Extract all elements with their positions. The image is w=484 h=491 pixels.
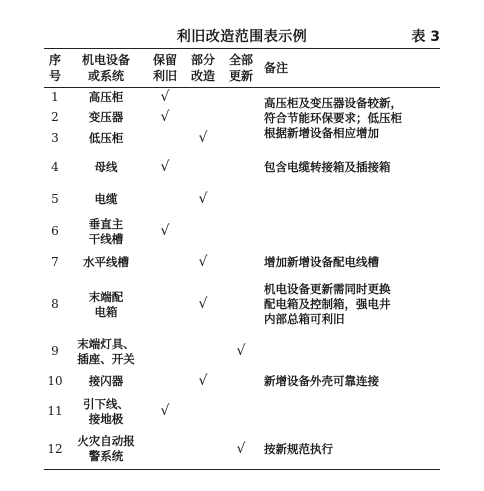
table-row — [44, 150, 440, 186]
row-note: 包含电缆转接箱及插接箱 — [264, 160, 391, 174]
row-note — [260, 394, 440, 430]
row-number: 4 — [51, 160, 59, 174]
row-full: √ — [236, 440, 246, 457]
table-header-row — [44, 49, 440, 88]
row-partial — [184, 334, 222, 370]
table-row — [44, 370, 440, 394]
table-row — [44, 250, 440, 276]
header-equipment: 机电设备 或系统 — [81, 53, 130, 83]
row-equipment: 火灾自动报 警系统 — [77, 434, 135, 464]
row-partial — [184, 394, 222, 430]
row-equipment: 末端灯具、 插座、开关 — [77, 336, 135, 366]
row-keep — [146, 186, 184, 214]
row-equipment: 水平线槽 — [83, 255, 129, 269]
row-keep: √ — [160, 223, 170, 239]
row-partial — [184, 88, 222, 108]
row-partial: √ — [198, 254, 208, 270]
row-equipment: 接闪器 — [88, 374, 124, 388]
row-equipment: 末端配 电箱 — [88, 289, 124, 319]
row-partial — [184, 214, 222, 250]
row-partial: √ — [198, 130, 208, 146]
row-full — [222, 186, 260, 214]
row-equipment: 变压器 — [88, 110, 124, 124]
table-row — [44, 394, 440, 430]
row-note: 机电设备更新需同时更换 配电箱及控制箱，强电井 内部总箱可利旧 — [264, 282, 391, 326]
table-row — [44, 214, 440, 250]
table-row — [44, 88, 440, 108]
row-number: 11 — [47, 404, 63, 418]
row-keep — [146, 430, 184, 470]
row-partial: √ — [198, 373, 208, 389]
row-equipment: 引下线、 接地极 — [83, 396, 129, 426]
row-note — [260, 334, 440, 370]
row-partial — [184, 430, 222, 470]
row-number: 7 — [51, 255, 59, 269]
row-number: 12 — [47, 441, 63, 456]
row-partial: √ — [198, 296, 208, 312]
row-note: 增加新增设备配电线槽 — [264, 255, 379, 269]
row-keep — [146, 250, 184, 276]
row-keep — [146, 128, 184, 150]
row-full — [222, 394, 260, 430]
row-keep: √ — [160, 109, 170, 125]
table-title: 利旧改造范围表示例 — [176, 29, 308, 45]
row-full — [222, 250, 260, 276]
row-keep: √ — [160, 89, 170, 106]
row-number: 8 — [51, 297, 59, 311]
row-full — [222, 276, 260, 334]
row-partial — [184, 150, 222, 186]
row-partial: √ — [198, 191, 208, 207]
header-note: 备注 — [264, 61, 289, 75]
table-number: 表 3 — [411, 29, 440, 45]
table-row — [44, 430, 440, 470]
table-row — [44, 334, 440, 370]
row-number: 3 — [51, 131, 59, 145]
row-keep — [146, 276, 184, 334]
table-caption — [0, 26, 484, 46]
row-number: 9 — [51, 344, 59, 358]
row-full — [222, 214, 260, 250]
row-note: 新增设备外壳可靠连接 — [264, 374, 379, 388]
row-keep: √ — [160, 159, 170, 175]
row-full — [222, 150, 260, 186]
table-row — [44, 186, 440, 214]
table-row — [44, 276, 440, 334]
row-note — [260, 214, 440, 250]
row-full: √ — [236, 343, 246, 359]
header-full: 全部 更新 — [228, 53, 253, 83]
row-keep — [146, 334, 184, 370]
row-equipment: 母线 — [94, 160, 118, 174]
header-partial: 部分 改造 — [190, 53, 215, 83]
row-number: 6 — [51, 224, 59, 238]
row-full — [222, 128, 260, 150]
row-note — [260, 186, 440, 214]
row-keep — [146, 370, 184, 394]
row-full — [222, 370, 260, 394]
row-number: 2 — [51, 110, 59, 124]
header-seq: 序 号 — [48, 53, 61, 83]
retrofit-scope-table — [44, 48, 440, 470]
row-note: 高压柜及变压器设备较新， 符合节能环保要求；低压柜 根据新增设备相应增加 — [264, 96, 402, 141]
row-full — [222, 108, 260, 128]
row-partial — [184, 108, 222, 128]
row-note: 按新规范执行 — [264, 441, 333, 456]
row-number: 5 — [51, 192, 59, 206]
row-equipment: 电缆 — [94, 192, 118, 206]
row-equipment: 垂直主 干线槽 — [88, 216, 124, 246]
row-keep: √ — [160, 403, 170, 419]
row-equipment: 高压柜 — [88, 90, 124, 105]
row-number: 10 — [47, 374, 63, 388]
row-number: 1 — [51, 90, 59, 105]
header-keep: 保留 利旧 — [152, 53, 177, 83]
row-equipment: 低压柜 — [88, 131, 124, 145]
row-full — [222, 88, 260, 108]
